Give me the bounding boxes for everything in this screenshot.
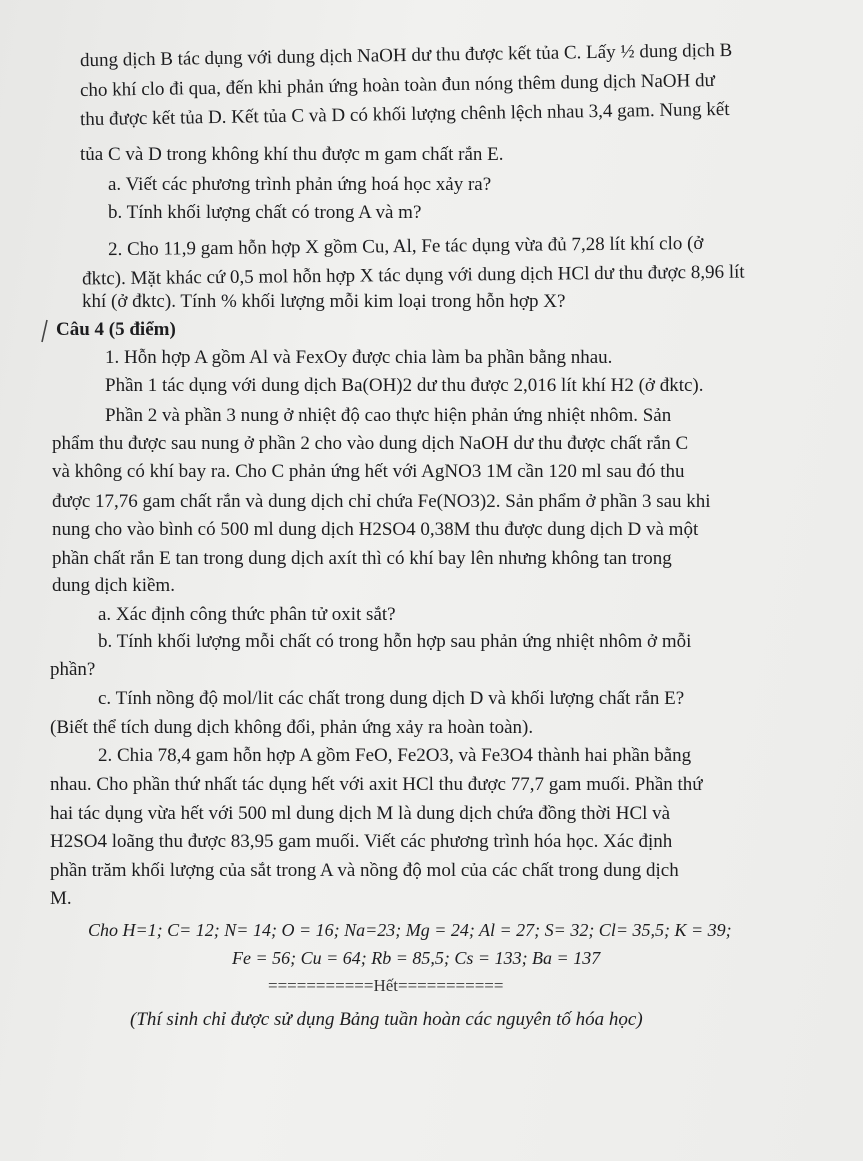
text-line-23: c. Tính nồng độ mol/lit các chất trong dung dịch D và khối lượng chất rắn E?: [98, 688, 685, 709]
text-line-25: 2. Chia 78,4 gam hỗn hợp A gồm FeO, Fe2O3, và Fe3O4 thành hai phần bằng: [98, 745, 692, 766]
text-line-11: 1. Hỗn hợp A gồm Al và FexOy được chia làm ba phần bằng nhau.: [105, 347, 613, 368]
atomic-masses-line-2: Fe = 56; Cu = 64; Rb = 85,5; Cs = 133; Ba = 137: [232, 948, 601, 968]
text-line-30: M.: [50, 888, 72, 909]
text-line-18: phần chất rắn E tan trong dung dịch axít thì có khí bay lên nhưng không tan trong: [52, 548, 672, 569]
text-line-4: tủa C và D trong không khí thu được m gam chất rắn E.: [80, 144, 504, 165]
text-line-29: phần trăm khối lượng của sắt trong A và nồng độ mol của các chất trong dung dịch: [50, 860, 679, 881]
text-line-27: hai tác dụng vừa hết với 500 ml dung dịch M là dung dịch chứa đồng thời HCl và: [50, 803, 671, 824]
question-4-heading: Câu 4 (5 điểm): [56, 319, 176, 340]
text-line-6: b. Tính khối lượng chất có trong A và m?: [108, 202, 422, 223]
text-line-20: a. Xác định công thức phân tử oxit sắt?: [98, 604, 396, 625]
pen-mark-icon: [40, 318, 50, 349]
text-line-9: khí (ở đktc). Tính % khối lượng mỗi kim loại trong hỗn hợp X?: [82, 291, 566, 312]
text-line-14: phẩm thu được sau nung ở phần 2 cho vào dung dịch NaOH dư thu được chất rắn C: [52, 433, 689, 454]
text-line-2: cho khí clo đi qua, đến khi phản ứng hoàn toàn đun nóng thêm dung dịch NaOH dư: [79, 70, 715, 101]
text-line-19: dung dịch kiềm.: [52, 575, 175, 596]
text-line-15: và không có khí bay ra. Cho C phản ứng hết với AgNO3 1M cần 120 ml sau đó thu: [52, 461, 685, 482]
text-line-3: thu được kết tủa D. Kết tủa C và D có khối lượng chênh lệch nhau 3,4 gam. Nung kết: [79, 98, 730, 131]
text-line-21: b. Tính khối lượng mỗi chất có trong hỗn hợp sau phản ứng nhiệt nhôm ở mỗi: [98, 631, 692, 652]
footnote: (Thí sinh chỉ được sử dụng Bảng tuần hoàn các nguyên tố hóa học): [130, 1009, 643, 1030]
text-line-13: Phần 2 và phần 3 nung ở nhiệt độ cao thực hiện phản ứng nhiệt nhôm. Sản: [105, 405, 672, 426]
text-line-24: (Biết thể tích dung dịch không đổi, phản ứng xảy ra hoàn toàn).: [50, 717, 534, 738]
end-marker: ===========Hết===========: [268, 976, 504, 995]
text-line-8: đktc). Mặt khác cứ 0,5 mol hỗn hợp X tác dụng với dung dịch HCl dư thu được 8,96 lít: [81, 261, 745, 290]
text-line-7: 2. Cho 11,9 gam hỗn hợp X gồm Cu, Al, Fe tác dụng vừa đủ 7,28 lít khí clo (ở: [107, 232, 704, 261]
atomic-masses-line-1: Cho H=1; C= 12; N= 14; O = 16; Na=23; Mg = 24; Al = 27; S= 32; Cl= 35,5; K = 39;: [88, 920, 732, 940]
text-line-22: phần?: [50, 659, 96, 680]
text-line-17: nung cho vào bình có 500 ml dung dịch H2SO4 0,38M thu được dung dịch D và một: [52, 519, 699, 540]
text-line-28: H2SO4 loãng thu được 83,95 gam muối. Viết các phương trình hóa học. Xác định: [50, 831, 673, 852]
text-line-1: dung dịch B tác dụng với dung dịch NaOH dư thu được kết tủa C. Lấy ½ dung dịch B: [79, 39, 733, 72]
text-line-16: được 17,76 gam chất rắn và dung dịch chỉ chứa Fe(NO3)2. Sản phẩm ở phần 3 sau khi: [52, 491, 711, 512]
text-line-12: Phần 1 tác dụng với dung dịch Ba(OH)2 dư thu được 2,016 lít khí H2 (ở đktc).: [105, 375, 704, 396]
text-line-5: a. Viết các phương trình phản ứng hoá học xảy ra?: [108, 174, 492, 195]
text-line-26: nhau. Cho phần thứ nhất tác dụng hết với axit HCl thu được 77,7 gam muối. Phần thứ: [50, 774, 703, 795]
